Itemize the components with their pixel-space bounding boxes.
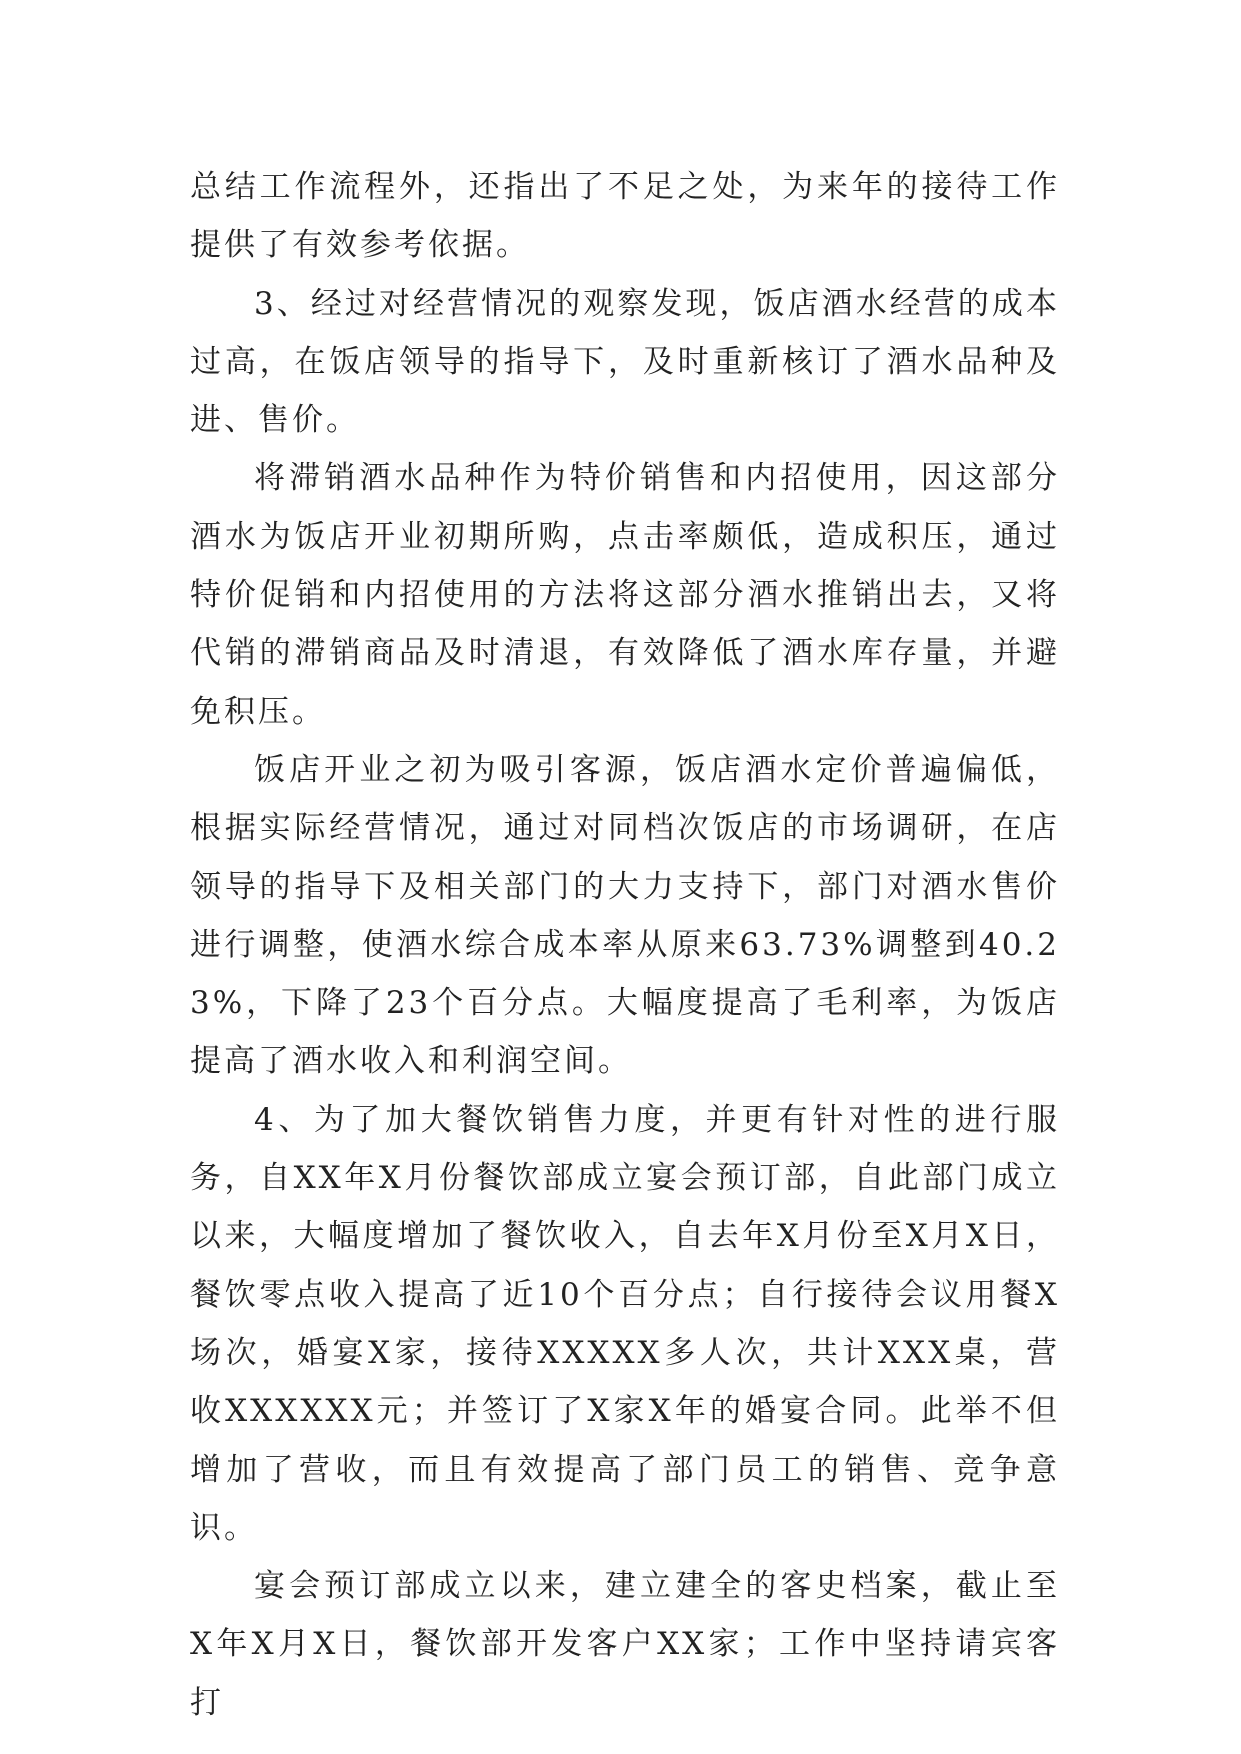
paragraph-wine-cost: 3、经过对经营情况的观察发现，饭店酒水经营的成本过高，在饭店领导的指导下，及时重新核订了酒水品种及进、售价。 [190, 285, 1060, 439]
paragraph-customer-records: 宴会预订部成立以来，建立建全的客史档案，截止至X年X月X日，餐饮部开发客户XX家；工作中坚持请宾客打 [190, 1568, 1060, 1721]
paragraph-banquet-booking: 4、为了加大餐饮销售力度，并更有针对性的进行服务，自XX年X月份餐饮部成立宴会预订部，自此部门成立以来，大幅度增加了餐饮收入，自去年X月份至X月X日，餐饮零点收入提高了近10个百分点；自行接待会议用餐X场次，婚宴X家，接待XXXXX多人次，共计XXX桌，营收XXXXXX元；并签订了X家X年的婚宴合同。此举不但增加了营收，而且有效提高了部门员工的销售、竞争意识。 [190, 1101, 1060, 1546]
document-body [190, 158, 1060, 1732]
paragraph-continued: 总结工作流程外，还指出了不足之处，为来年的接待工作提供了有效参考依据。 [190, 169, 1060, 264]
paragraph-pricing-adjustment: 饭店开业之初为吸引客源，饭店酒水定价普遍偏低，根据实际经营情况，通过对同档次饭店的市场调研，在店领导的指导下及相关部门的大力支持下，部门对酒水售价进行调整，使酒水综合成本率从原来63.73%调整到40.23%，下降了23个百分点。大幅度提高了毛利率，为饭店提高了酒水收入和利润空间。 [190, 751, 1060, 1080]
paragraph-slow-selling: 将滞销酒水品种作为特价销售和内招使用，因这部分酒水为饭店开业初期所购，点击率颇低，造成积压，通过特价促销和内招使用的方法将这部分酒水推销出去，又将代销的滞销商品及时清退，有效降低了酒水库存量，并避免积压。 [190, 460, 1060, 730]
